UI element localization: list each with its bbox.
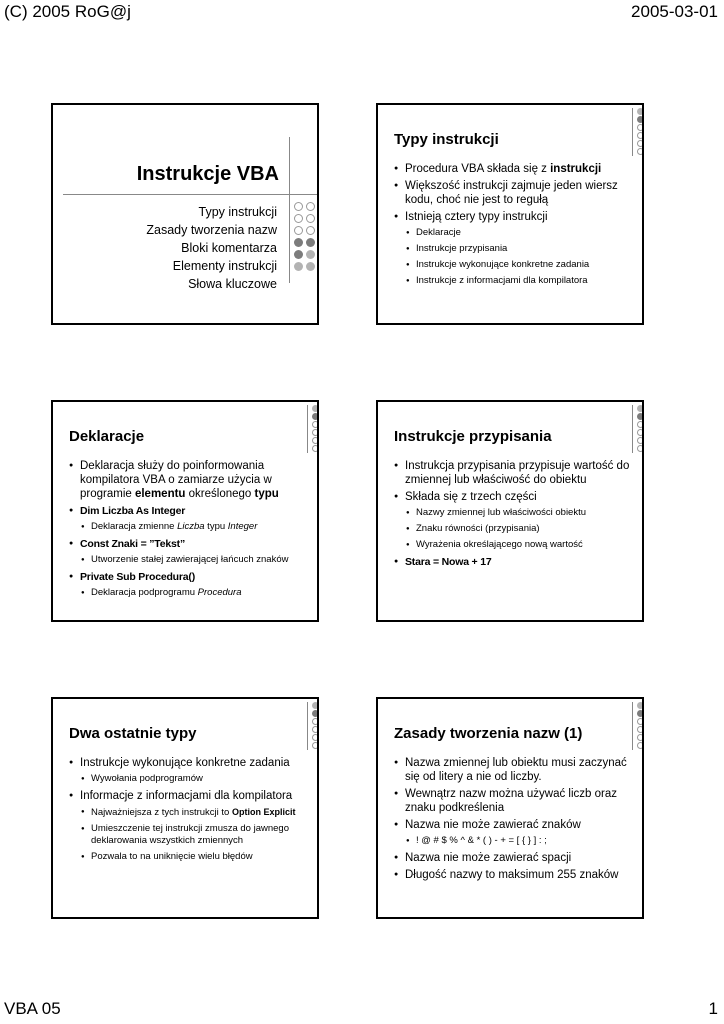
decorative-dot [637, 742, 644, 749]
list-item: ● Wewnątrz nazw można używać liczb oraz znaku podkreślenia [394, 787, 639, 815]
vertical-rule [307, 405, 308, 453]
list-subitem: ● Instrukcje z informacjami dla kompilatora [394, 275, 639, 287]
topic-list [146, 203, 277, 293]
decorative-dot [312, 710, 319, 717]
slide-dwa-ostatnie-typy [51, 697, 319, 919]
decorative-dot [312, 702, 319, 709]
list-item: ● Instrukcja przypisania przypisuje wartość do zmiennej lub właściwość do obiektu [394, 459, 639, 487]
decorative-dot [318, 214, 319, 223]
decorative-dot-grid [294, 202, 319, 271]
decorative-dot [312, 405, 319, 412]
list-item: ● Const Znaki = ”Tekst” [69, 537, 309, 551]
vertical-rule [632, 405, 633, 453]
list-subitem: ● Nazwy zmiennej lub właściwości obiektu [394, 507, 639, 519]
decorative-dot [294, 238, 303, 247]
decorative-dot [637, 710, 644, 717]
vertical-rule [289, 137, 290, 283]
decorative-dot [306, 238, 315, 247]
slide-heading: Zasady tworzenia nazw (1) [394, 725, 583, 742]
topic-item: Typy instrukcji [198, 205, 277, 219]
decorative-dot [637, 124, 644, 131]
decorative-dot [306, 202, 315, 211]
slide-instrukcje-przypisania [376, 400, 644, 622]
decorative-dot-grid [312, 702, 319, 749]
list-subitem: ● Deklaracje [394, 227, 639, 239]
list-item: ● Nazwa nie może zawierać znaków [394, 818, 639, 832]
decorative-dot [637, 437, 644, 444]
topic-item: Zasady tworzenia nazw [146, 223, 277, 237]
decorative-dot [306, 214, 315, 223]
slide-heading: Dwa ostatnie typy [69, 725, 197, 742]
slide-zasady-tworzenia-nazw [376, 697, 644, 919]
decorative-dot [312, 718, 319, 725]
decorative-dot [306, 226, 315, 235]
bullet-list [394, 756, 639, 885]
list-subitem: ● Umieszczenie tej instrukcji zmusza do jawnego deklarowania wszystkich zmiennych [69, 823, 314, 847]
decorative-dot [637, 429, 644, 436]
footer-label: VBA 05 [4, 999, 61, 1018]
decorative-dot [637, 148, 644, 155]
list-subitem: ● Instrukcje wykonujące konkretne zadania [394, 259, 639, 271]
decorative-dot [637, 413, 644, 420]
decorative-dot [637, 108, 644, 115]
slide-deklaracje [51, 400, 319, 622]
decorative-dot [637, 140, 644, 147]
topic-item: Elementy instrukcji [172, 259, 277, 273]
decorative-dot [294, 250, 303, 259]
list-subitem: ● Najważniejsza z tych instrukcji to Option Explicit [69, 806, 314, 819]
decorative-dot [312, 437, 319, 444]
decorative-dot [306, 250, 315, 259]
list-item: ● Składa się z trzech części [394, 490, 639, 504]
decorative-dot [318, 202, 319, 211]
decorative-dot [312, 429, 319, 436]
decorative-dot [294, 214, 303, 223]
list-item: ● Istnieją cztery typy instrukcji [394, 210, 639, 224]
list-item: ● Długość nazwy to maksimum 255 znaków [394, 868, 639, 882]
vertical-rule [632, 108, 633, 156]
decorative-dot [637, 718, 644, 725]
decorative-dot [318, 262, 319, 271]
decorative-dot [318, 238, 319, 247]
list-subitem: ● Znaku równości (przypisania) [394, 523, 639, 535]
list-item: ● Informacje z informacjami dla kompilatora [69, 789, 314, 803]
page-number: 1 [708, 999, 718, 1018]
decorative-dot [637, 405, 644, 412]
list-subitem: ● Pozwala to na uniknięcie wielu błędów [69, 851, 314, 863]
decorative-dot [312, 726, 319, 733]
slide-title [51, 103, 319, 325]
decorative-dot [294, 226, 303, 235]
slide-typy-instrukcji [376, 103, 644, 325]
decorative-dot [637, 702, 644, 709]
list-subitem: ● Wywołania podprogramów [69, 773, 314, 785]
slide-title-heading: Instrukcje VBA [136, 163, 279, 185]
header-copyright: (C) 2005 RoG@j [4, 2, 131, 21]
slide-heading: Instrukcje przypisania [394, 428, 552, 445]
bullet-list [394, 162, 639, 291]
decorative-dot [294, 202, 303, 211]
bullet-list [69, 459, 309, 603]
list-subitem: ● Deklaracja podprogramu Procedura [69, 587, 309, 599]
decorative-dot [637, 445, 644, 452]
decorative-dot-grid [637, 405, 644, 452]
vertical-rule [632, 702, 633, 750]
topic-item: Słowa kluczowe [188, 277, 277, 291]
list-subitem: ● Wyrażenia określającego nową wartość [394, 539, 639, 551]
decorative-dot-grid [312, 405, 319, 452]
bullet-list [394, 459, 639, 572]
list-item: ● Procedura VBA składa się z instrukcji [394, 162, 639, 176]
decorative-dot [294, 262, 303, 271]
decorative-dot [637, 734, 644, 741]
decorative-dot [312, 742, 319, 749]
header-date: 2005-03-01 [631, 2, 718, 21]
decorative-dot-grid [637, 702, 644, 749]
list-item: ● Dim Liczba As Integer [69, 504, 309, 518]
list-subitem: ● Instrukcje przypisania [394, 243, 639, 255]
decorative-dot [318, 250, 319, 259]
decorative-dot [637, 726, 644, 733]
decorative-dot-grid [637, 108, 644, 155]
list-subitem: ● Deklaracja zmienne Liczba typu Integer [69, 521, 309, 533]
horizontal-rule [63, 194, 319, 195]
decorative-dot [312, 421, 319, 428]
decorative-dot [637, 116, 644, 123]
list-item: ● Deklaracja służy do poinformowania kompilatora VBA o zamiarze użycia w programie elementu określonego typu [69, 459, 309, 501]
list-subitem: ● ! @ # $ % ^ & * ( ) - + = [ { } ] : ; [394, 835, 639, 847]
list-item: ● Nazwa zmiennej lub obiektu musi zaczynać się od litery a nie od liczby. [394, 756, 639, 784]
list-subitem: ● Utworzenie stałej zawierającej łańcuch znaków [69, 554, 309, 566]
decorative-dot [637, 421, 644, 428]
decorative-dot [637, 132, 644, 139]
list-item: ● Stara = Nowa + 17 [394, 555, 639, 569]
bullet-list [69, 756, 314, 867]
topic-item: Bloki komentarza [181, 241, 277, 255]
decorative-dot [312, 413, 319, 420]
slide-heading: Deklaracje [69, 428, 145, 445]
decorative-dot [312, 734, 319, 741]
list-item: ● Private Sub Procedura() [69, 570, 309, 584]
slide-heading: Typy instrukcji [394, 131, 499, 148]
list-item: ● Instrukcje wykonujące konkretne zadania [69, 756, 314, 770]
vertical-rule [307, 702, 308, 750]
list-item: ● Nazwa nie może zawierać spacji [394, 851, 639, 865]
decorative-dot [306, 262, 315, 271]
decorative-dot [318, 226, 319, 235]
decorative-dot [312, 445, 319, 452]
list-item: ● Większość instrukcji zajmuje jeden wiersz kodu, choć nie jest to regułą [394, 179, 639, 207]
